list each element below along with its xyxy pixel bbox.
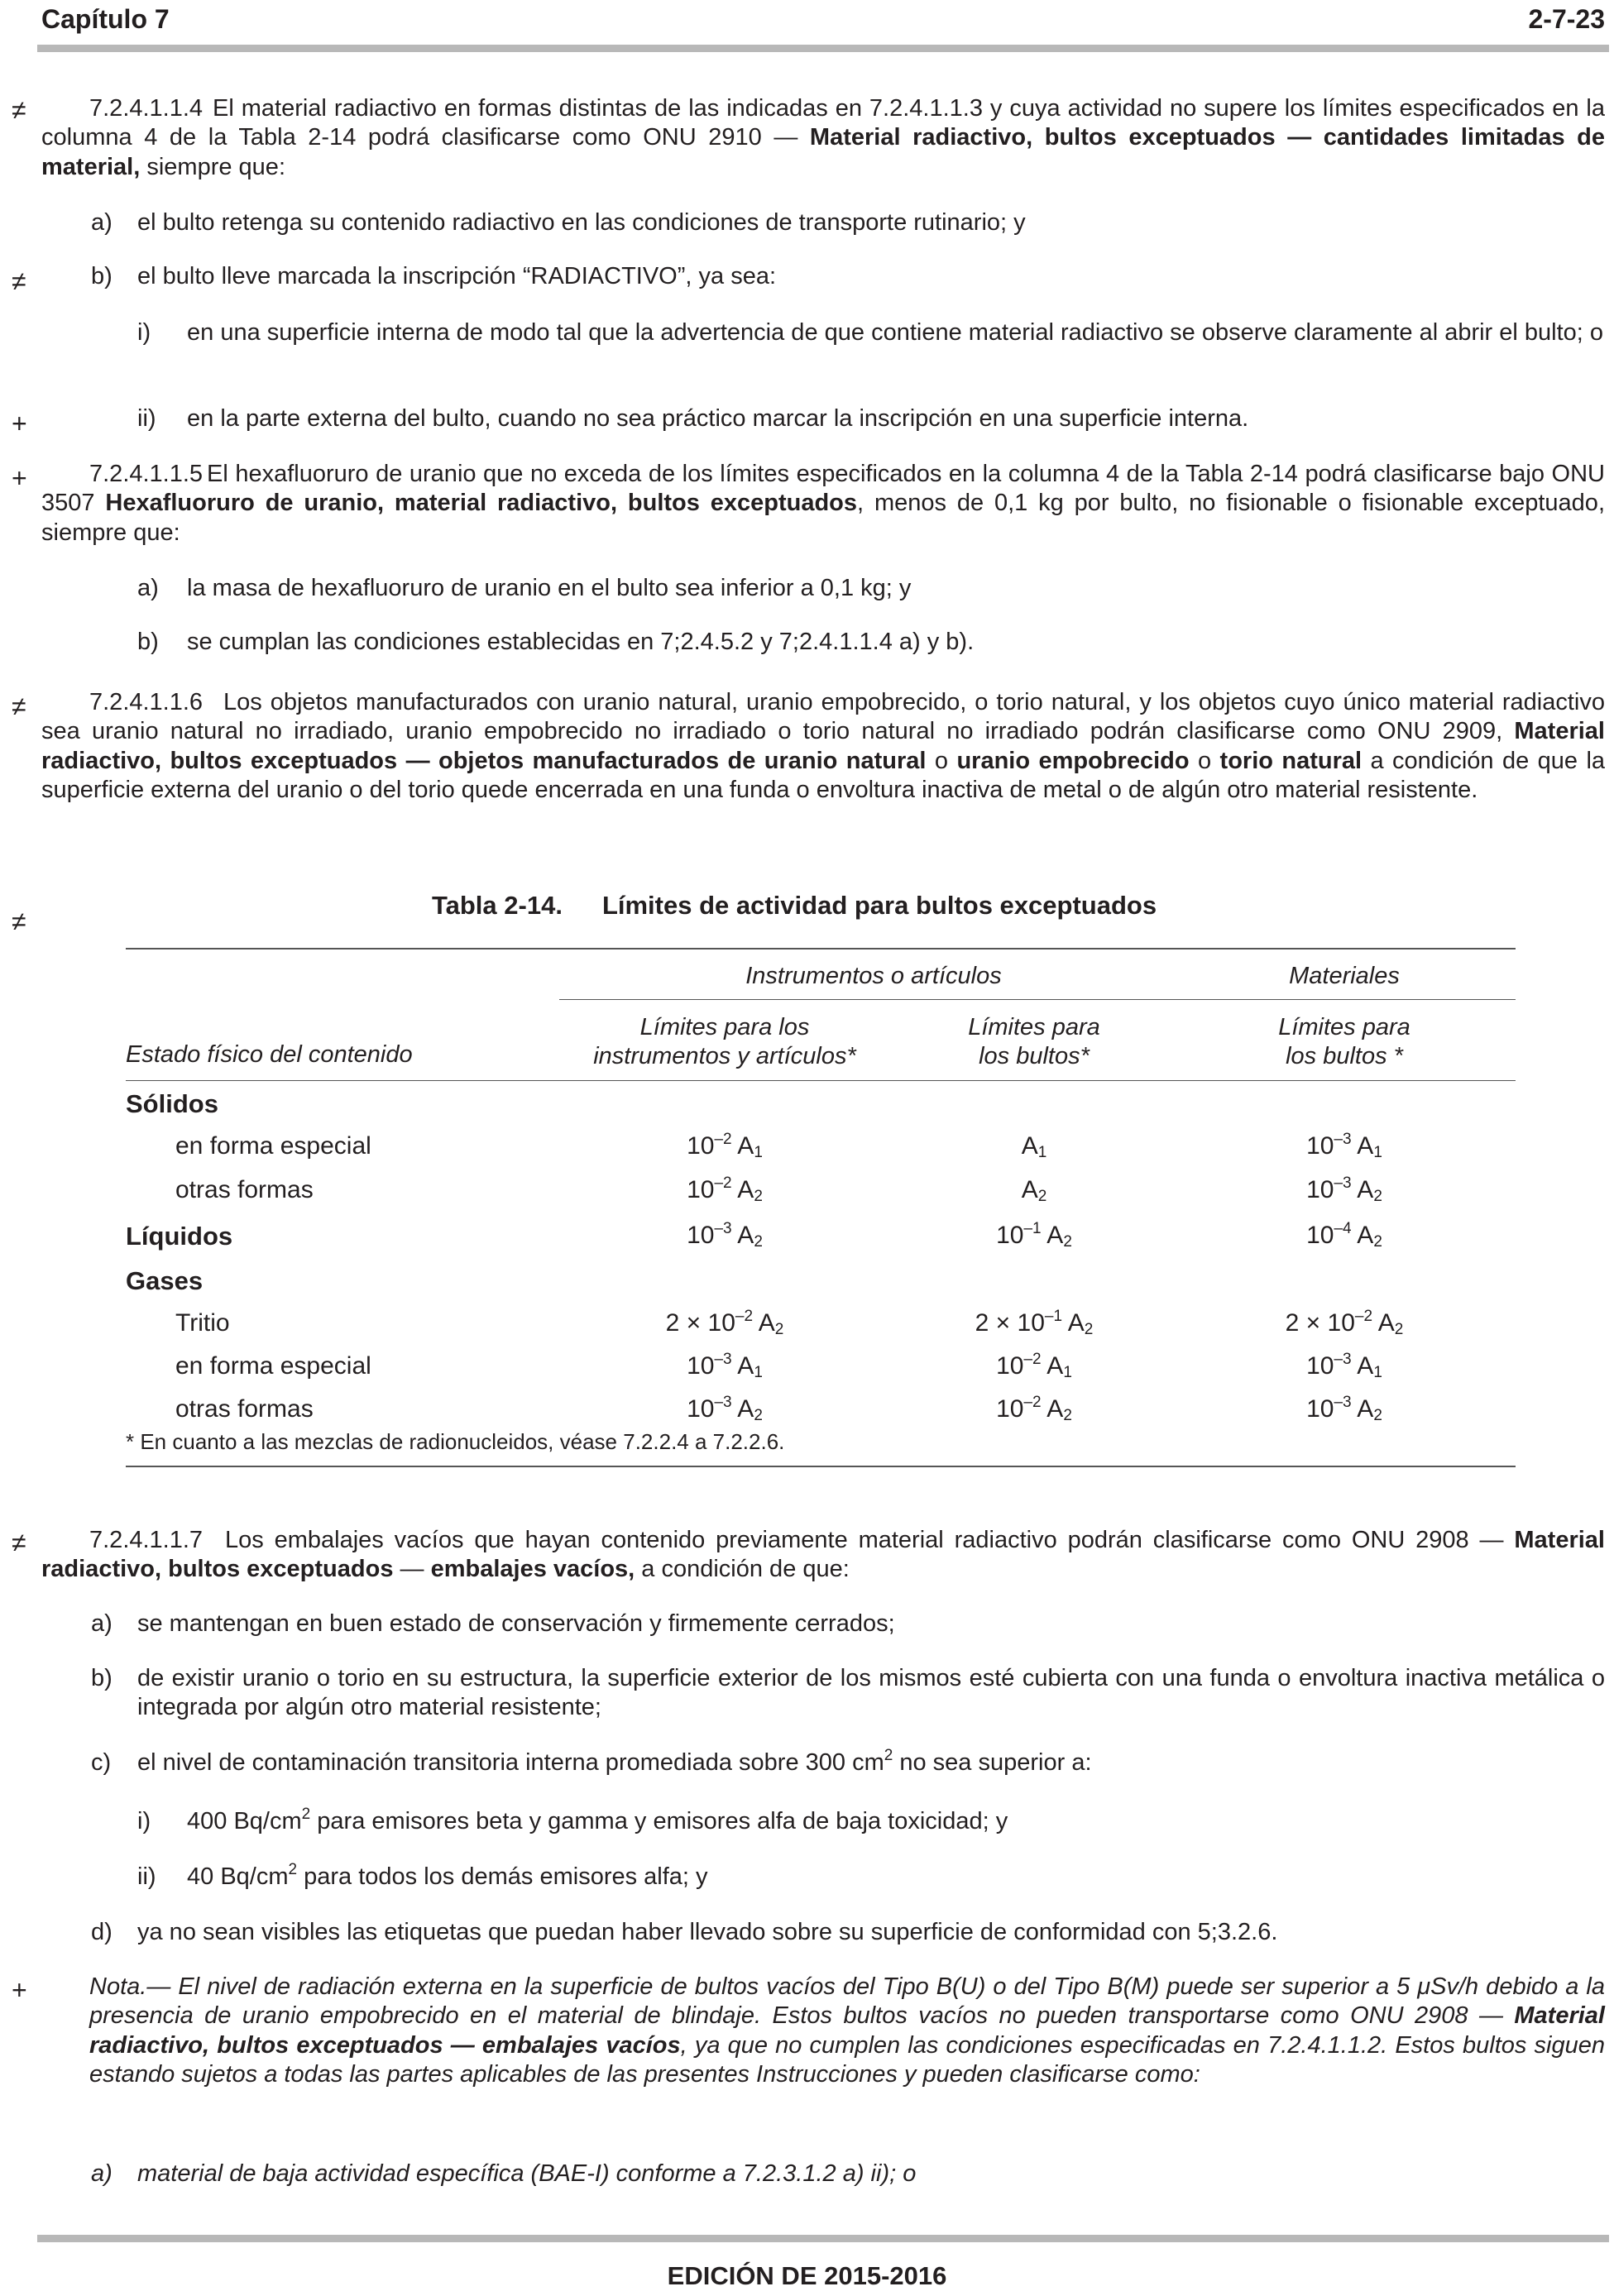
column-header: Estado físico del contenido (126, 1041, 413, 1068)
addition-mark: + (12, 463, 27, 493)
table-row-label: Gases (126, 1266, 204, 1295)
addition-mark: + (12, 409, 27, 438)
column-header: Límites para los bultos* (968, 1014, 1100, 1070)
table-cell: $10^{-3}$ $A_2$ (1306, 1174, 1382, 1205)
header-rule (37, 45, 1609, 52)
table-cell: $10^{-1}$ $A_2$ (996, 1220, 1072, 1251)
edition-footer: EDICIÓN DE 2015-2016 (667, 2261, 947, 2290)
change-mark: ≠ (12, 95, 26, 125)
table-row-label: en forma especial (175, 1132, 371, 1160)
addition-mark: + (12, 1975, 27, 2005)
table-cell: $2 \times 10^{-2}$ $A_2$ (665, 1308, 784, 1338)
table-title (432, 890, 1157, 921)
table-row-label: otras formas (175, 1176, 314, 1203)
table-cell: $10^{-3}$ $A_2$ (1306, 1394, 1382, 1424)
table-row-label: Líquidos (126, 1222, 233, 1251)
group-rule (559, 999, 1516, 1000)
table-cell: $A_2$ (1021, 1176, 1047, 1205)
table-cell: $10^{-2}$ $A_2$ (996, 1394, 1072, 1424)
page-header (41, 3, 1605, 36)
column-header: Límites para los bultos * (1278, 1014, 1410, 1070)
paragraph-number: 7.2.4.1.1.4 (89, 95, 204, 122)
table-cell: $2 \times 10^{-2}$ $A_2$ (1285, 1308, 1404, 1338)
column-header: Límites para los instrumentos y artículos* (593, 1014, 856, 1070)
table-top-rule (126, 948, 1516, 949)
change-mark: ≠ (12, 691, 26, 721)
list-item: i) en una superficie interna de modo tal que la advertencia de que contiene material radiactivo se observe claramente al abrir el bulto; o (137, 319, 1604, 346)
paragraph-number: 7.2.4.1.1.7 (89, 1527, 204, 1553)
table-cell: $A_1$ (1021, 1132, 1047, 1161)
table-cell: $10^{-3}$ $A_2$ (687, 1394, 763, 1424)
paragraph-7-2-4-1-1-4: 7.2.4.1.1.4 El material radiactivo en formas distintas de las indicadas en 7.2.4.1.1.3 y cuya actividad no supere los límites especificados en la columna 4 de la Tabla 2-14 podrá clasificarse como ONU 2910 — Material radiactivo, bultos exceptuados — cantidades limitadas de material, siempre que: (41, 95, 1606, 180)
column-group-header: Instrumentos o artículos (745, 963, 1002, 989)
list-item: b) de existir uranio o torio en su estructura, la superficie exterior de los mismos esté cubierta con una funda o envoltura inactiva metálica o integrada por algún otro material resistente; (91, 1665, 1605, 1721)
paragraph-7-2-4-1-1-6: 7.2.4.1.1.6 Los objetos manufacturados con uranio natural, uranio empobrecido, o torio natural, y los objetos cuyo único material radiactivo sea uranio natural no irradiado, uranio empobrecido no irradiado o torio natural no irradiado podrán clasificarse como ONU 2909, Material radiactivo, bultos exceptuados — objetos manufacturados de uranio natural o uranio empobrecido o torio natural a condición de que la superficie externa del uranio o del torio quede encerrada en una funda o envoltura inactiva de metal o de algún otro material resistente. (41, 689, 1606, 804)
paragraph-number: 7.2.4.1.1.5 (89, 461, 204, 487)
table-footnote: * En cuanto a las mezclas de radionucleidos, véase 7.2.2.4 a 7.2.2.6. (126, 1429, 785, 1454)
table-cell: $10^{-2}$ $A_2$ (687, 1174, 763, 1205)
header-rule (126, 1080, 1516, 1081)
paragraph-number: 7.2.4.1.1.6 (89, 689, 204, 715)
table-cell: $10^{-3}$ $A_1$ (1306, 1351, 1382, 1381)
table-row-label: otras formas (175, 1395, 314, 1423)
table-caption: Límites de actividad para bultos exceptuados (601, 891, 1157, 920)
change-mark: ≠ (12, 1528, 26, 1557)
table-cell: $10^{-3}$ $A_1$ (687, 1351, 763, 1381)
column-group-header: Materiales (1289, 963, 1400, 989)
footer-rule (37, 2235, 1609, 2242)
change-mark: ≠ (12, 266, 26, 296)
table-cell: $10^{-3}$ $A_2$ (687, 1220, 763, 1251)
paragraph-7-2-4-1-1-7: 7.2.4.1.1.7 Los embalajes vacíos que hayan contenido previamente material radiactivo podrán clasificarse como ONU 2908 — Material radiactivo, bultos exceptuados — embalajes vacíos, a condición de que: (41, 1527, 1605, 1583)
table-bottom-rule (126, 1466, 1516, 1467)
chapter-title: Capítulo 7 (41, 4, 170, 34)
note-paragraph: Nota.— El nivel de radiación externa en la superficie de bultos vacíos del Tipo B(U) o del Tipo B(M) puede ser superior a 5 μSv/h debido a la presencia de uranio empobrecido en el material de blindaje. Estos bultos vacíos no pueden transportarse como ONU 2908 — Material radiactivo, bultos exceptuados — embalajes vacíos, ya que no cumplen las condiciones especificadas en 7.2.4.1.1.2. Estos bultos siguen estando sujetos a todas las partes aplicables de las presentes Instrucciones y pueden clasificarse como: (89, 1973, 1605, 2088)
table-label: Tabla 2-14. (432, 891, 563, 920)
page-number: 2-7-23 (1528, 4, 1605, 34)
table-cell: $10^{-2}$ $A_1$ (996, 1351, 1072, 1381)
table-row-label: Sólidos (126, 1089, 218, 1118)
table-row-label: Tritio (175, 1309, 230, 1337)
paragraph-7-2-4-1-1-5: 7.2.4.1.1.5 El hexafluoruro de uranio que no exceda de los límites especificados en la columna 4 de la Tabla 2-14 podrá clasificarse bajo ONU 3507 Hexafluoruro de uranio, material radiactivo, bultos exceptuados, menos de 0,1 kg por bulto, no fisionable o fisionable exceptuado, siempre que: (41, 461, 1605, 546)
table-cell: $10^{-4}$ $A_2$ (1306, 1220, 1382, 1251)
table-cell: $10^{-3}$ $A_1$ (1306, 1131, 1382, 1161)
table-cell: $2 \times 10^{-1}$ $A_2$ (975, 1308, 1094, 1338)
change-mark: ≠ (12, 906, 26, 936)
table-row-label: en forma especial (175, 1352, 371, 1380)
table-cell: $10^{-2}$ $A_1$ (687, 1131, 763, 1161)
